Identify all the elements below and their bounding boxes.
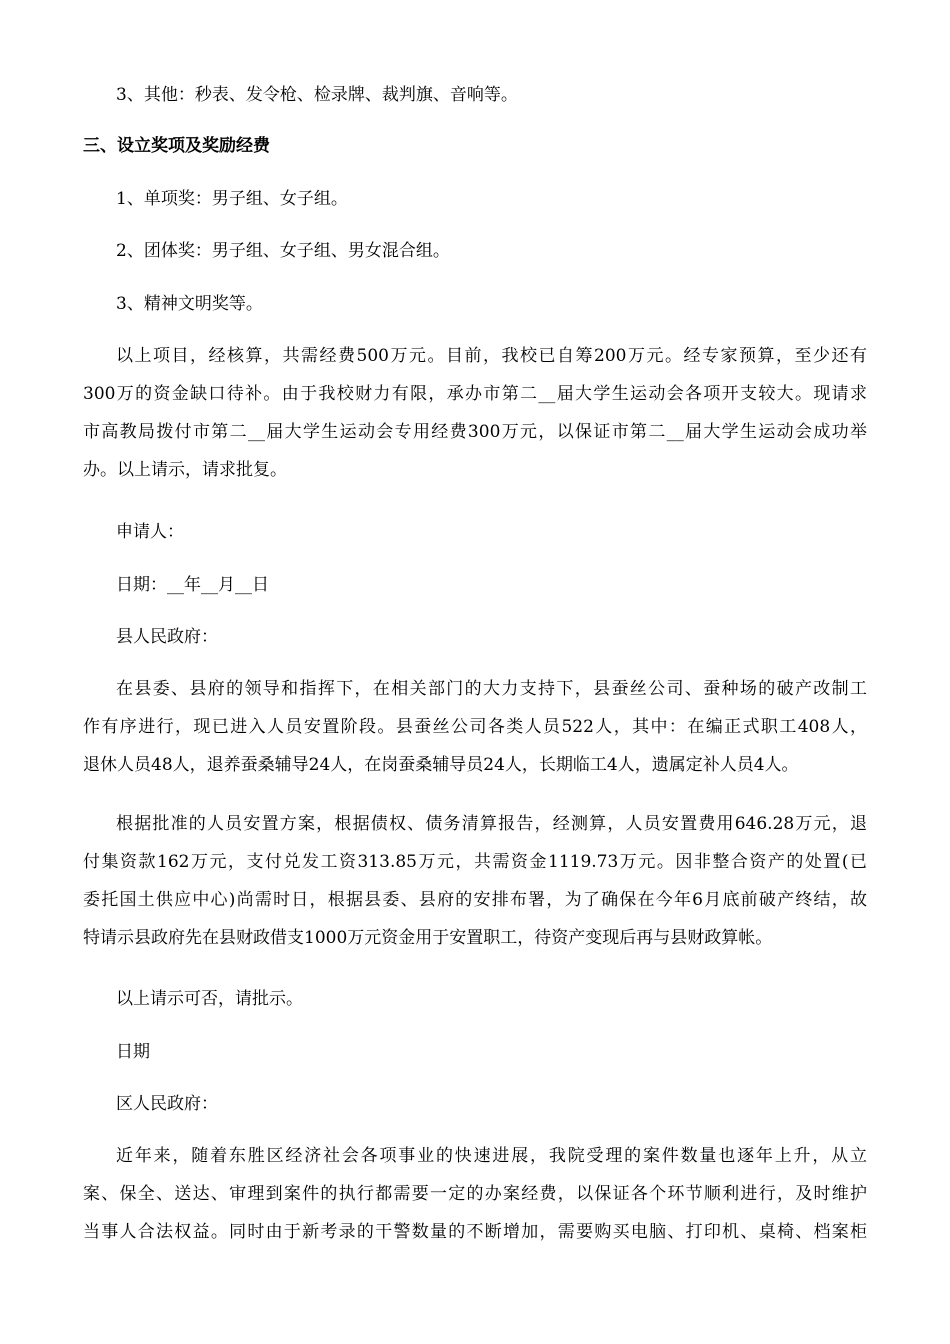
county-paragraph1-line: 在县委、县府的领导和指挥下，在相关部门的大力支持下，县蚕丝公司、蚕种场的破产改制工	[116, 679, 867, 699]
award-item-2: 2、团体奖：男子组、女子组、男女混合组。	[116, 241, 450, 261]
district-paragraph-line: 近年来，随着东胜区经济社会各项事业的快速进展，我院受理的案件数量也逐年上升，从立	[116, 1146, 867, 1166]
applicant-label: 申请人：	[116, 522, 184, 542]
closing-request: 以上请示可否，请批示。	[116, 989, 303, 1009]
district-paragraph-line: 案、保全、送达、审理到案件的执行都需要一定的办案经费，以保证各个环节顺利进行，及时维护	[83, 1184, 867, 1204]
funding-paragraph-line: 以上项目，经核算，共需经费500万元。目前，我校已自筹200万元。经专家预算，至少还有	[116, 346, 867, 366]
section2-item3: 3、其他：秒表、发令枪、检录牌、裁判旗、音响等。	[116, 85, 518, 105]
district-gov-salutation: 区人民政府：	[116, 1094, 218, 1114]
date-label: 日期	[116, 1042, 150, 1062]
award-item-1: 1、单项奖：男子组、女子组。	[116, 189, 348, 209]
county-gov-salutation: 县人民政府：	[116, 627, 218, 647]
funding-paragraph-line: 办。以上请示，请求批复。	[83, 460, 287, 480]
award-item-3: 3、精神文明奖等。	[116, 294, 263, 314]
county-paragraph2-line: 委托国土供应中心)尚需时日，根据县委、县府的安排布署，为了确保在今年6月底前破产终结，故	[83, 890, 867, 910]
county-paragraph2-line: 特请示县政府先在县财政借支1000万元资金用于安置职工，待资产变现后再与县财政算帐。	[83, 928, 773, 948]
county-paragraph2-line: 付集资款162万元，支付兑发工资313.85万元，共需资金1119.73万元。因非整合资产的处置(已	[83, 852, 867, 872]
district-paragraph-line: 当事人合法权益。同时由于新考录的干警数量的不断增加，需要购买电脑、打印机、桌椅、档案柜	[83, 1222, 867, 1242]
funding-paragraph-line: 300万的资金缺口待补。由于我校财力有限，承办市第二__届大学生运动会各项开支较大。现请求	[83, 384, 867, 404]
county-paragraph1-line: 退休人员48人，退养蚕桑辅导24人，在岗蚕桑辅导员24人，长期临工4人，遗属定补人员4人。	[83, 755, 799, 775]
date-line: 日期：__年__月__日	[116, 575, 269, 595]
county-paragraph1-line: 作有序进行，现已进入人员安置阶段。县蚕丝公司各类人员522人，其中：在编正式职工408人，	[83, 717, 867, 737]
section3-heading: 三、设立奖项及奖励经费	[83, 136, 270, 156]
funding-paragraph-line: 市高教局拨付市第二__届大学生运动会专用经费300万元，以保证市第二__届大学生运动会成功举	[83, 422, 867, 442]
county-paragraph2-line: 根据批准的人员安置方案，根据债权、债务清算报告，经测算，人员安置费用646.28万元，退	[116, 814, 867, 834]
